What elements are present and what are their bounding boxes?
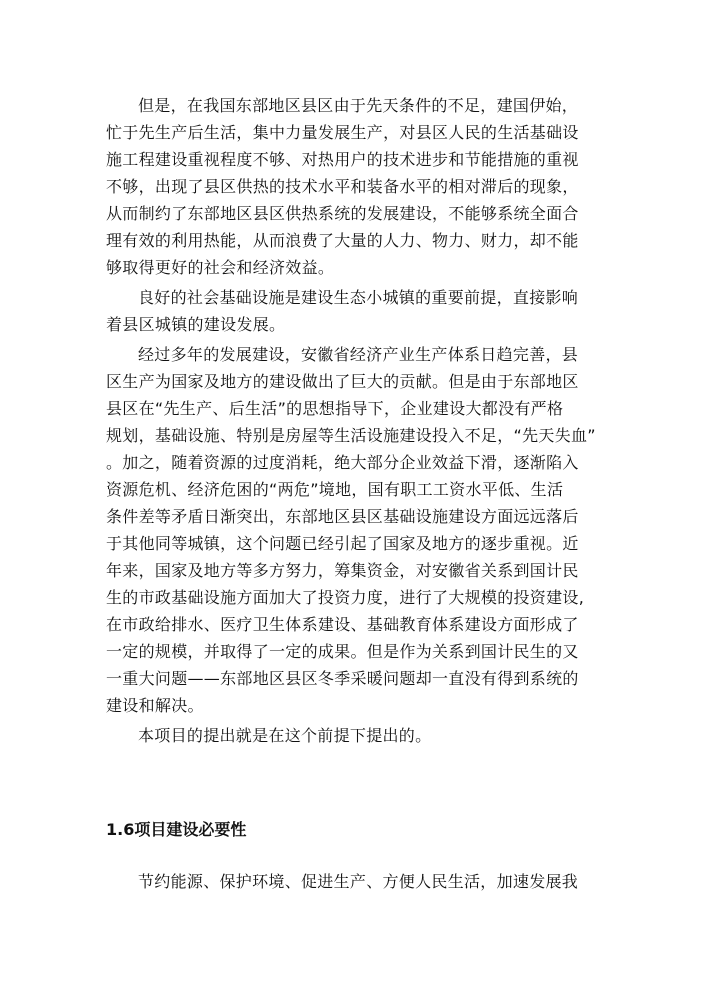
paragraph-3-line-3: 县区在“先生产、后生活”的思想指导下，企业建设大都没有严格 <box>106 399 564 418</box>
paragraph-4-line-1: 本项目的提出就是在这个前提下提出的。 <box>138 726 432 745</box>
paragraph-3-line-4: 规划，基础设施、特别是房屋等生活设施建设投入不足，“先天失血” <box>106 426 596 445</box>
paragraph-3-line-14: 建设和解决。 <box>106 696 204 715</box>
paragraph-3-line-6: 资源危机、经济危困的“两危”境地，国有职工工资水平低、生活 <box>106 480 564 499</box>
paragraph-2-line-2: 着县区城镇的建设发展。 <box>106 315 286 334</box>
paragraph-3-line-13: 一重大问题——东部地区县区冬季采暖问题却一直没有得到系统的 <box>106 669 579 688</box>
paragraph-3-line-1: 经过多年的发展建设，安徽省经济产业生产体系日趋完善，县 <box>138 345 579 364</box>
paragraph-3-line-11: 在市政给排水、医疗卫生体系建设、基础教育体系建设方面形成了 <box>106 615 579 634</box>
paragraph-3-line-2: 区生产为国家及地方的建设做出了巨大的贡献。但是由于东部地区 <box>106 372 579 391</box>
paragraph-3-line-8: 于其他同等城镇，这个问题已经引起了国家及地方的逐步重视。近 <box>106 534 579 553</box>
paragraph-1-line-2: 忙于先生产后生活，集中力量发展生产，对县区人民的生活基础设 <box>106 123 579 142</box>
paragraph-3-line-7: 条件差等矛盾日渐突出，东部地区县区基础设施建设方面远远落后 <box>106 507 579 526</box>
section-heading: 1.6项目建设必要性 <box>106 820 247 839</box>
paragraph-2-line-1: 良好的社会基础设施是建设生态小城镇的重要前提，直接影响 <box>138 288 579 307</box>
section-paragraph-line-1: 节约能源、保护环境、促进生产、方便人民生活，加速发展我 <box>138 872 579 891</box>
paragraph-1-line-4: 不够，出现了县区供热的技术水平和装备水平的相对滞后的现象， <box>106 177 579 196</box>
paragraph-1-line-1: 但是，在我国东部地区县区由于先天条件的不足，建国伊始， <box>138 96 579 115</box>
paragraph-3-line-5: 。加之，随着资源的过度消耗，绝大部分企业效益下滑，逐渐陷入 <box>106 453 579 472</box>
paragraph-3-line-10: 生的市政基础设施方面加大了投资力度，进行了大规模的投资建设, <box>106 588 585 607</box>
paragraph-1-line-5: 从而制约了东部地区县区供热系统的发展建设，不能够系统全面合 <box>106 204 579 223</box>
paragraph-1-line-7: 够取得更好的社会和经济效益。 <box>106 258 335 277</box>
paragraph-3-line-9: 年来，国家及地方等多方努力，筹集资金，对安徽省关系到国计民 <box>106 561 579 580</box>
paragraph-1-line-3: 施工程建设重视程度不够、对热用户的技术进步和节能措施的重视 <box>106 150 579 169</box>
paragraph-3-line-12: 一定的规模，并取得了一定的成果。但是作为关系到国计民生的又 <box>106 642 579 661</box>
paragraph-1-line-6: 理有效的利用热能，从而浪费了大量的人力、物力、财力，却不能 <box>106 231 579 250</box>
